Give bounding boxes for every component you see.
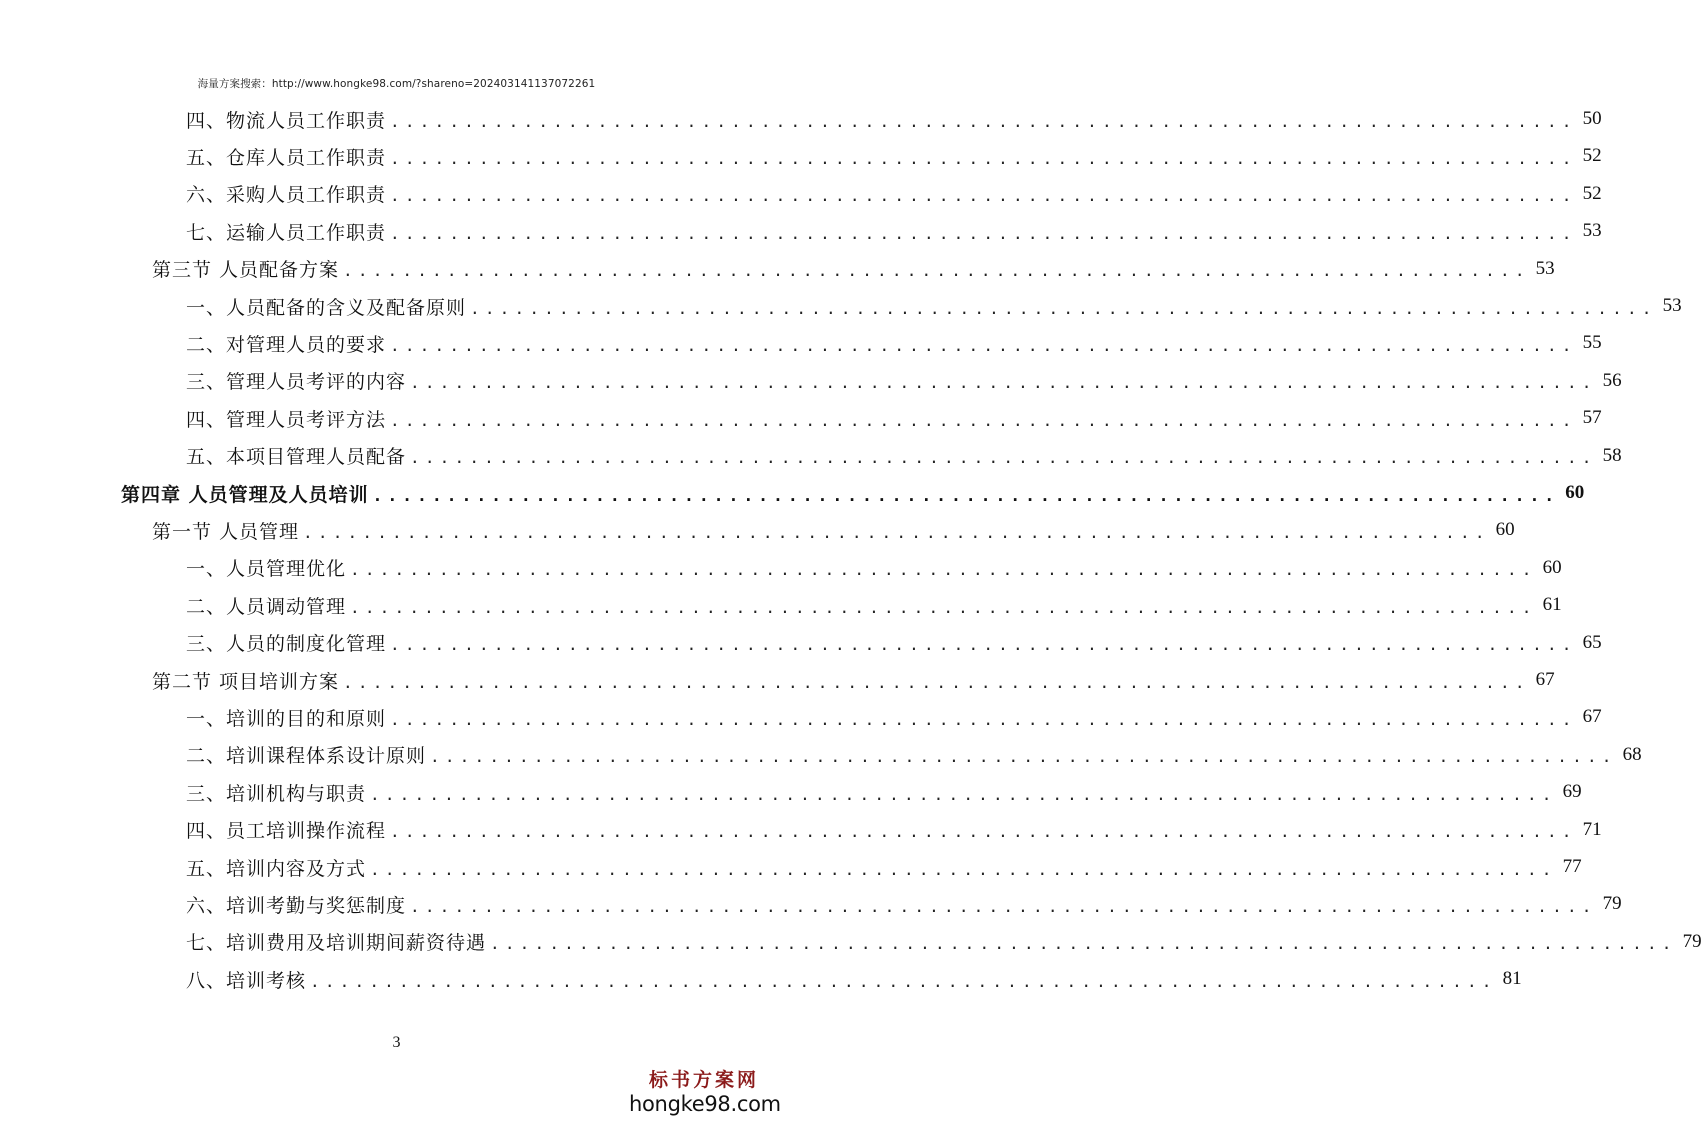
toc-entry-title: 四、物流人员工作职责 (186, 109, 387, 132)
toc-leader-dots: ................................................................................ (390, 410, 1577, 430)
toc-entry-page-number: 58 (1602, 444, 1622, 466)
toc-entry-title: 六、采购人员工作职责 (186, 184, 387, 207)
toc-leader-dots: ................................................................................ (390, 822, 1577, 842)
toc-entry-page-number: 69 (1562, 781, 1582, 803)
toc-entry-title: 七、培训费用及培训期间薪资待遇 (186, 932, 487, 955)
toc-entry-title: 四、员工培训操作流程 (186, 820, 387, 843)
toc-entry-title: 六、培训考勤与奖惩制度 (186, 894, 407, 917)
toc-entry-item[interactable] (186, 288, 1682, 324)
toc-entry-item[interactable] (186, 138, 1602, 174)
toc-leader-dots: ................................................................................ (390, 111, 1577, 131)
toc-leader-dots: ................................................................................ (370, 859, 1557, 879)
toc-entry-title: 第二节 项目培训方案 (152, 670, 340, 693)
toc-entry-page-number: 79 (1602, 893, 1622, 915)
toc-entry-page-number: 52 (1582, 145, 1602, 167)
toc-entry-title: 三、培训机构与职责 (186, 782, 367, 805)
toc-entry-page-number: 60 (1495, 519, 1515, 541)
toc-leader-dots: ................................................................................ (430, 747, 1617, 767)
toc-leader-dots: ................................................................................ (303, 522, 1490, 542)
toc-entry-page-number: 79 (1682, 930, 1702, 952)
watermark-chinese-text: 标书方案网 (648, 1069, 759, 1091)
toc-entry-chapter[interactable] (121, 475, 1585, 511)
toc-leader-dots: ................................................................................ (372, 485, 1560, 505)
toc-entry-title: 一、培训的目的和原则 (186, 707, 387, 730)
toc-entry-page-number: 77 (1562, 856, 1582, 877)
toc-leader-dots: ................................................................................ (343, 261, 1530, 281)
toc-entry-title: 一、人员管理优化 (186, 558, 347, 581)
toc-leader-dots: ................................................................................ (350, 597, 1537, 617)
toc-entry-title: 八、培训考核 (186, 969, 307, 992)
toc-entry-item[interactable] (186, 961, 1522, 997)
toc-entry-title: 五、培训内容及方式 (186, 857, 367, 880)
toc-leader-dots: ................................................................................ (490, 934, 1677, 954)
toc-entry-item[interactable] (186, 550, 1562, 586)
toc-entry-item[interactable] (186, 849, 1582, 885)
toc-entry-page-number: 68 (1622, 743, 1642, 765)
toc-entry-item[interactable] (186, 699, 1602, 735)
toc-entry-section[interactable] (152, 251, 1555, 287)
toc-entry-item[interactable] (186, 774, 1582, 810)
toc-entry-page-number: 53 (1662, 295, 1682, 316)
toc-leader-dots: ................................................................................ (390, 709, 1577, 729)
toc-entry-item[interactable] (186, 587, 1562, 623)
toc-entry-page-number: 50 (1582, 108, 1602, 129)
toc-leader-dots: ................................................................................ (390, 186, 1577, 206)
toc-leader-dots: ................................................................................ (350, 560, 1537, 580)
toc-entry-item[interactable] (186, 625, 1602, 661)
toc-entry-page-number: 61 (1542, 594, 1562, 616)
toc-entry-page-number: 67 (1582, 706, 1602, 728)
page-number: 3 (392, 1034, 401, 1051)
toc-entry-item[interactable] (186, 363, 1622, 399)
toc-leader-dots: ................................................................................ (343, 672, 1530, 692)
toc-leader-dots: ................................................................................ (390, 335, 1577, 355)
toc-leader-dots: ................................................................................ (390, 148, 1577, 168)
toc-entry-item[interactable] (186, 438, 1622, 474)
site-watermark (629, 1065, 779, 1116)
toc-entry-page-number: 57 (1582, 407, 1602, 429)
toc-entry-item[interactable] (186, 737, 1642, 773)
toc-entry-title: 五、本项目管理人员配备 (186, 446, 407, 469)
toc-entry-title: 第三节 人员配备方案 (152, 259, 340, 282)
toc-entry-page-number: 65 (1582, 631, 1602, 653)
toc-entry-item[interactable] (186, 924, 1702, 960)
toc-entry-page-number: 56 (1602, 369, 1622, 391)
toc-entry-title: 二、培训课程体系设计原则 (186, 745, 427, 768)
toc-leader-dots: ................................................................................ (310, 971, 1497, 991)
toc-leader-dots: ................................................................................ (370, 784, 1557, 804)
toc-entry-item[interactable] (186, 812, 1602, 848)
toc-entry-page-number: 67 (1535, 669, 1555, 690)
toc-entry-page-number: 81 (1502, 968, 1522, 990)
toc-entry-title: 二、对管理人员的要求 (186, 333, 387, 356)
toc-leader-dots: ................................................................................ (410, 896, 1597, 916)
toc-entry-title: 五、仓库人员工作职责 (186, 146, 387, 169)
toc-entry-item[interactable] (186, 213, 1602, 249)
toc-entry-item[interactable] (186, 400, 1602, 436)
toc-entry-title: 第一节 人员管理 (152, 520, 300, 543)
toc-entry-title: 一、人员配备的含义及配备原则 (186, 296, 467, 319)
toc-entry-page-number: 60 (1542, 556, 1562, 578)
toc-entry-page-number: 53 (1535, 257, 1555, 279)
toc-leader-dots: ................................................................................ (390, 223, 1577, 243)
toc-entry-title: 七、运输人员工作职责 (186, 221, 387, 244)
toc-leader-dots: ................................................................................ (410, 448, 1597, 468)
toc-entry-title: 四、管理人员考评方法 (186, 408, 387, 431)
toc-entry-title: 二、人员调动管理 (186, 595, 347, 618)
toc-entry-page-number: 60 (1565, 482, 1585, 503)
toc-entry-item[interactable] (186, 325, 1602, 361)
toc-entry-item[interactable] (186, 886, 1622, 922)
toc-leader-dots: ................................................................................ (410, 373, 1597, 393)
toc-entry-item[interactable] (186, 176, 1602, 212)
toc-leader-dots: ................................................................................ (470, 298, 1657, 318)
toc-entry-title: 第四章 人员管理及人员培训 (121, 483, 369, 506)
toc-leader-dots: ................................................................................ (390, 635, 1577, 655)
toc-entry-page-number: 53 (1582, 220, 1602, 242)
toc-entry-section[interactable] (152, 512, 1515, 548)
toc-entry-page-number: 71 (1582, 818, 1602, 840)
toc-entry-page-number: 55 (1582, 332, 1602, 354)
toc-entry-item[interactable] (186, 101, 1602, 137)
toc-entry-page-number: 52 (1582, 182, 1602, 204)
toc-entry-section[interactable] (152, 662, 1555, 698)
watermark-domain-text: hongke98.com (629, 1092, 781, 1116)
toc-entry-title: 三、人员的制度化管理 (186, 633, 387, 656)
page-header-url: 海量方案搜索：http://www.hongke98.com/?shareno=202403141137072261 (197, 78, 596, 90)
toc-entry-title: 三、管理人员考评的内容 (186, 371, 407, 394)
